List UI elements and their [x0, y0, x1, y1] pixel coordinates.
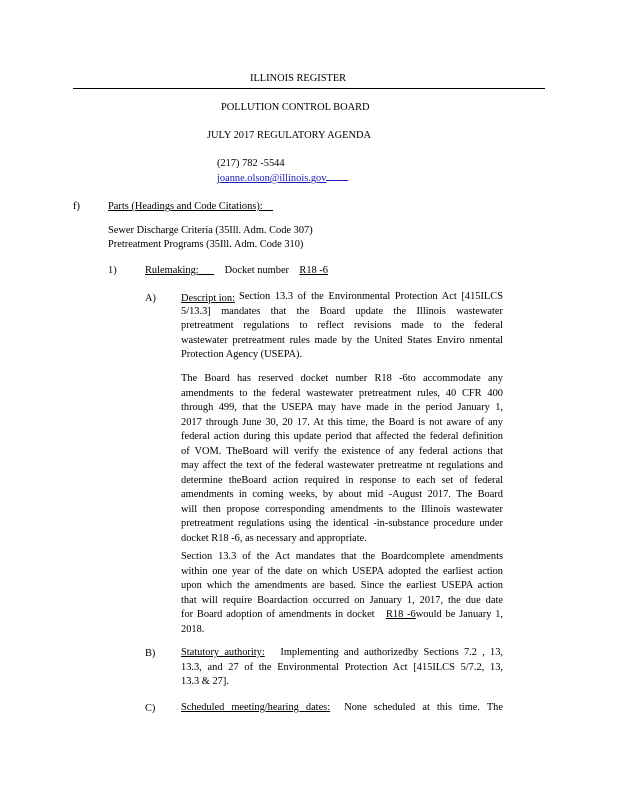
item-1-marker: 1) [108, 265, 117, 276]
agenda-title: JULY 2017 REGULATORY AGENDA [207, 130, 371, 141]
description-line: 2017 through June 30, 20 17. At this time, the Board is not aware of any [181, 416, 503, 428]
statutory-text: Implementing and authorizedby Sections 7.2 , 13, [280, 647, 503, 658]
contact-email-line [217, 171, 348, 185]
description-line: upon which the amendments are based. Since the earliest USEPA action [181, 580, 503, 591]
rulemaking-label: Rulemaking: [145, 265, 199, 276]
due-date-text-end: would be January 1, [415, 609, 503, 620]
description-line: Protection Agency (USEPA). [181, 349, 303, 360]
description-line: through 499, that the USEPA may have made in the period January 1, [181, 402, 503, 413]
item-c-marker: C) [145, 703, 156, 714]
description-line: wastewater pretreatment rules made by the United States Enviro nmental [181, 334, 503, 346]
description-line: Section 13.3 of the Environmental Protection Act [415ILCS [239, 291, 503, 302]
contact-email-link[interactable]: joanne.olson@illinois.gov [217, 173, 327, 184]
due-date-text: for Board adoption of amendments in docket [181, 609, 375, 620]
heading-underline-ext [263, 201, 273, 212]
description-line: pretreatment regulations to reflect revisions made to the federal [181, 320, 503, 331]
description-line: amendments in coming weeks, by about mid -August 2017. The Board [181, 489, 503, 500]
description-line: Section 13.3 of the Act mandates that the Boardcomplete amendments [181, 551, 503, 562]
section-f-heading-text: Parts (Headings and Code Citations): [108, 201, 263, 212]
description-line [181, 608, 503, 623]
board-title: POLLUTION CONTROL BOARD [221, 102, 370, 113]
section-f-marker: f) [73, 201, 80, 212]
item-1-rulemaking [145, 264, 328, 277]
description-line: of VOM. TheBoard will verify the existence of any federal actions that [181, 445, 503, 457]
part-310: Pretreatment Programs (35Ill. Adm. Code 310) [108, 239, 304, 250]
statutory-authority-label: Statutory authority: [181, 647, 265, 658]
header-divider [73, 88, 545, 89]
description-label-text: Descript ion: [181, 293, 235, 304]
scheduled-dates-paragraph [181, 701, 503, 716]
item-a-marker: A) [145, 293, 156, 304]
part-307: Sewer Discharge Criteria (35Ill. Adm. Code 307) [108, 225, 313, 236]
docket-reference: R18 -6 [385, 609, 416, 620]
description-line: 2018. [181, 623, 205, 635]
description-line: docket R18 -6, as necessary and appropriate. [181, 532, 367, 544]
description-paragraph-2 [181, 372, 503, 546]
scheduled-dates-label: Scheduled meeting/hearing dates: [181, 702, 331, 713]
statutory-authority-paragraph [181, 646, 503, 690]
rulemaking-underline-ext [199, 265, 215, 276]
description-line: pretreatment regulations using the identical -in-substance procedure under [181, 518, 503, 529]
description-line: will then propose corresponding amendments to the Illinois wastewater [181, 503, 503, 515]
docket-number: R18 -6 [299, 265, 328, 276]
description-line: The Board has reserved docket number R18 -6to accommodate any [181, 373, 503, 384]
contact-phone: (217) 782 -5544 [217, 158, 285, 169]
statutory-line [181, 646, 503, 661]
scheduled-line [181, 701, 503, 716]
description-line: 5/13.3] mandates that the Board update the Illinois wastewater [181, 305, 503, 317]
statutory-line: 13.3 & 27]. [181, 676, 229, 687]
scheduled-dates-text: None scheduled at this time. The [344, 702, 503, 713]
docket-number-label: Docket number [224, 265, 290, 276]
description-line: may affect the text of the federal wastewater pretreatme nt regulations and [181, 460, 503, 471]
description-line: that will require Boardaction occurred on January 1, 2017, the due date [181, 594, 503, 606]
email-underline [326, 171, 348, 181]
description-line: within one year of the date on which USEPA adopted the earliest action [181, 565, 503, 577]
description-paragraph-3 [181, 550, 503, 637]
item-b-marker: B) [145, 648, 156, 659]
description-line: determine theBoard action required in response to each set of federal [181, 474, 503, 486]
description-line: federal action during this update period that affected the federal definition [181, 431, 503, 442]
description-line: amendments to the federal wastewater pretreatment rules, 40 CFR 400 [181, 387, 503, 399]
section-f-heading [108, 200, 273, 213]
description-paragraph-1 [181, 290, 503, 363]
statutory-line: 13.3, and 27 of the Environmental Protection Act [415ILCS 5/7.2, 13, [181, 661, 503, 673]
register-title: ILLINOIS REGISTER [250, 73, 347, 84]
